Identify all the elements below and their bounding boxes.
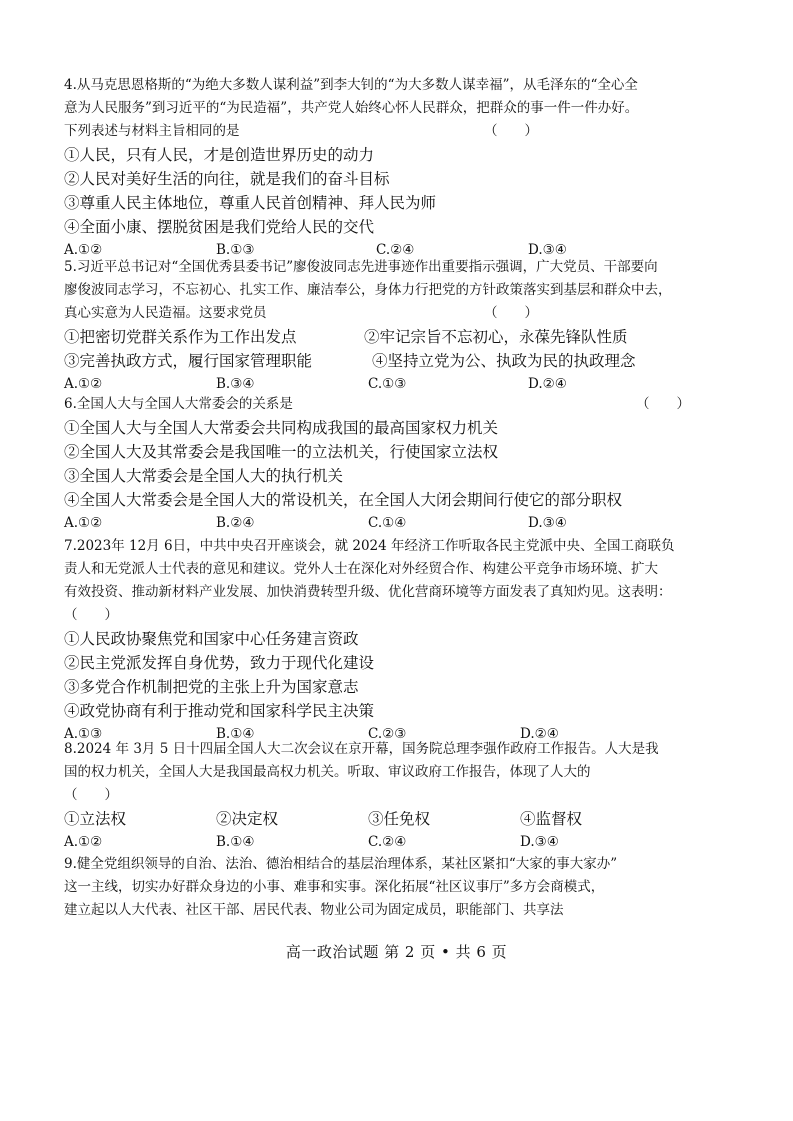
stem-line: 7.2023年 12月 6日，中共中央召开座谈会，就 2024 年经济工作听取各民主党派中央、全国工商联负 xyxy=(64,538,675,554)
option-c[interactable]: C.②③ xyxy=(368,726,407,742)
statement: ③完善执政方式，履行国家管理职能 xyxy=(64,352,313,370)
question-4 xyxy=(64,74,754,262)
stem-line: 国的权力机关，全国人大是我国最高权力机关。听取、审议政府工作报告，体现了人大的 xyxy=(64,764,591,780)
statement: ②决定权 xyxy=(216,810,279,828)
statement: ①立法权 xyxy=(64,810,127,828)
option-a[interactable]: A.①② xyxy=(64,834,103,850)
question-stem xyxy=(64,535,754,627)
statement: ②人民对美好生活的向往，就是我们的奋斗目标 xyxy=(64,170,390,188)
stem-line: 8.2024 年 3月 5 日十四届全国人大二次会议在京开幕，国务院总理李强作政府工作报告。人大是我 xyxy=(64,741,659,757)
statement-row xyxy=(64,807,754,831)
option-d[interactable]: D.③④ xyxy=(528,242,567,258)
option-c[interactable]: C.②④ xyxy=(368,834,407,850)
option-d[interactable]: D.③④ xyxy=(520,834,559,850)
statement-row xyxy=(64,325,754,349)
question-stem xyxy=(64,256,754,325)
question-stem xyxy=(64,74,754,143)
stem-line: 9.健全党组织领导的自治、法治、德治相结合的基层治理体系，某社区紧扣“大家的事大家办” xyxy=(64,856,618,872)
answer-bracket: （ ） xyxy=(636,396,690,412)
option-a[interactable]: A.①③ xyxy=(64,726,103,742)
statement: ④全面小康、摆脱贫困是我们党给人民的交代 xyxy=(64,218,375,236)
statement: ①全国人大与全国人大常委会共同构成我国的最高国家权力机关 xyxy=(64,419,499,437)
statement: ④全国人大常委会是全国人大的常设机关，在全国人大闭会期间行使它的部分职权 xyxy=(64,491,623,509)
stem-line: 4.从马克思恩格斯的“为绝大多数人谋利益”到李大钊的“为大多数人谋幸福”，从毛泽东的“全心全 xyxy=(64,77,638,93)
answer-bracket: （ ） xyxy=(484,305,538,321)
statement: ③尊重人民主体地位，尊重人民首创精神、拜人民为师 xyxy=(64,194,437,212)
question-9 xyxy=(64,853,754,922)
question-5 xyxy=(64,256,754,396)
stem-line: 有效投资、推动新材料产业发展、加快消费转型升级、优化营商环境等方面发表了真知灼见。这表明： xyxy=(64,584,672,600)
statement: ④监督权 xyxy=(520,810,583,828)
stem-line-text: 下列表述与材料主旨相同的是 xyxy=(64,123,240,139)
statement: ③多党合作机制把党的主张上升为国家意志 xyxy=(64,678,359,696)
stem-line: 意为人民服务”到习近平的“为民造福”，共产党人始终心怀人民群众，把群众的事一件一件办好。 xyxy=(64,100,639,116)
statement: ④坚持立党为公、执政为民的执政理念 xyxy=(372,352,636,370)
option-c[interactable]: C.②④ xyxy=(376,242,415,258)
question-7 xyxy=(64,535,754,746)
stem-line xyxy=(64,120,754,143)
stem-line: 5.习近平总书记对“全国优秀县委书记”廖俊波同志先进事迹作出重要指示强调，广大党员、干部要向 xyxy=(64,259,658,275)
answer-bracket: （ ） xyxy=(64,607,118,623)
question-stem xyxy=(64,853,754,922)
statement: ①人民政协聚焦党和国家中心任务建言资政 xyxy=(64,630,359,648)
option-b[interactable]: B.①③ xyxy=(216,242,255,258)
stem-line xyxy=(64,393,754,416)
option-b[interactable]: B.①④ xyxy=(216,834,255,850)
statement: ④政党协商有利于推动党和国家科学民主决策 xyxy=(64,702,375,720)
stem-line-text: 真心实意为人民造福。这要求党员 xyxy=(64,305,267,321)
option-b[interactable]: B.②④ xyxy=(216,515,255,531)
question-stem xyxy=(64,393,754,416)
question-6 xyxy=(64,393,754,535)
question-8 xyxy=(64,738,754,854)
stem-line xyxy=(64,302,754,325)
option-d[interactable]: D.②④ xyxy=(528,376,567,392)
stem-line-text: 6.全国人大与全国人大常委会的关系是 xyxy=(64,396,293,412)
stem-line: 这一主线，切实办好群众身边的小事、难事和实事。深化拓展“社区议事厅”多方会商模式， xyxy=(64,879,605,895)
statement: ①把密切党群关系作为工作出发点 xyxy=(64,328,297,346)
option-b[interactable]: B.①④ xyxy=(216,726,255,742)
answer-options xyxy=(64,831,754,854)
option-c[interactable]: C.①③ xyxy=(368,376,407,392)
stem-line: 廖俊波同志学习，不忘初心、扎实工作、廉洁奉公，身体力行把党的方针政策落实到基层和群众中去， xyxy=(64,282,672,298)
answer-options xyxy=(64,512,754,535)
page-footer: 高一政治试题 第 2 页 • 共 6 页 xyxy=(285,943,508,961)
option-a[interactable]: A.①② xyxy=(64,376,103,392)
option-c[interactable]: C.①④ xyxy=(368,515,407,531)
question-stem xyxy=(64,738,754,807)
statement: ②全国人大及其常委会是我国唯一的立法机关，行使国家立法权 xyxy=(64,443,499,461)
stem-line: 责人和无党派人士代表的意见和建议。党外人士在深化对外经贸合作、构建公平竞争市场环境、扩大 xyxy=(64,561,658,577)
statement-row xyxy=(64,349,754,373)
statement: ②牢记宗旨不忘初心，永葆先锋队性质 xyxy=(364,328,628,346)
option-b[interactable]: B.③④ xyxy=(216,376,255,392)
option-a[interactable]: A.①② xyxy=(64,242,103,258)
option-d[interactable]: D.③④ xyxy=(528,515,567,531)
answer-bracket: （ ） xyxy=(64,787,118,803)
answer-bracket: （ ） xyxy=(484,123,538,139)
statement: ③全国人大常委会是全国人大的执行机关 xyxy=(64,467,344,485)
option-d[interactable]: D.②④ xyxy=(520,726,559,742)
stem-line: 建立起以人大代表、社区干部、居民代表、物业公司为固定成员，职能部门、共享法 xyxy=(64,902,564,918)
statement: ②民主党派发挥自身优势，致力于现代化建设 xyxy=(64,654,375,672)
statement: ③任免权 xyxy=(368,810,431,828)
statement: ①人民，只有人民，才是创造世界历史的动力 xyxy=(64,146,375,164)
option-a[interactable]: A.①② xyxy=(64,515,103,531)
